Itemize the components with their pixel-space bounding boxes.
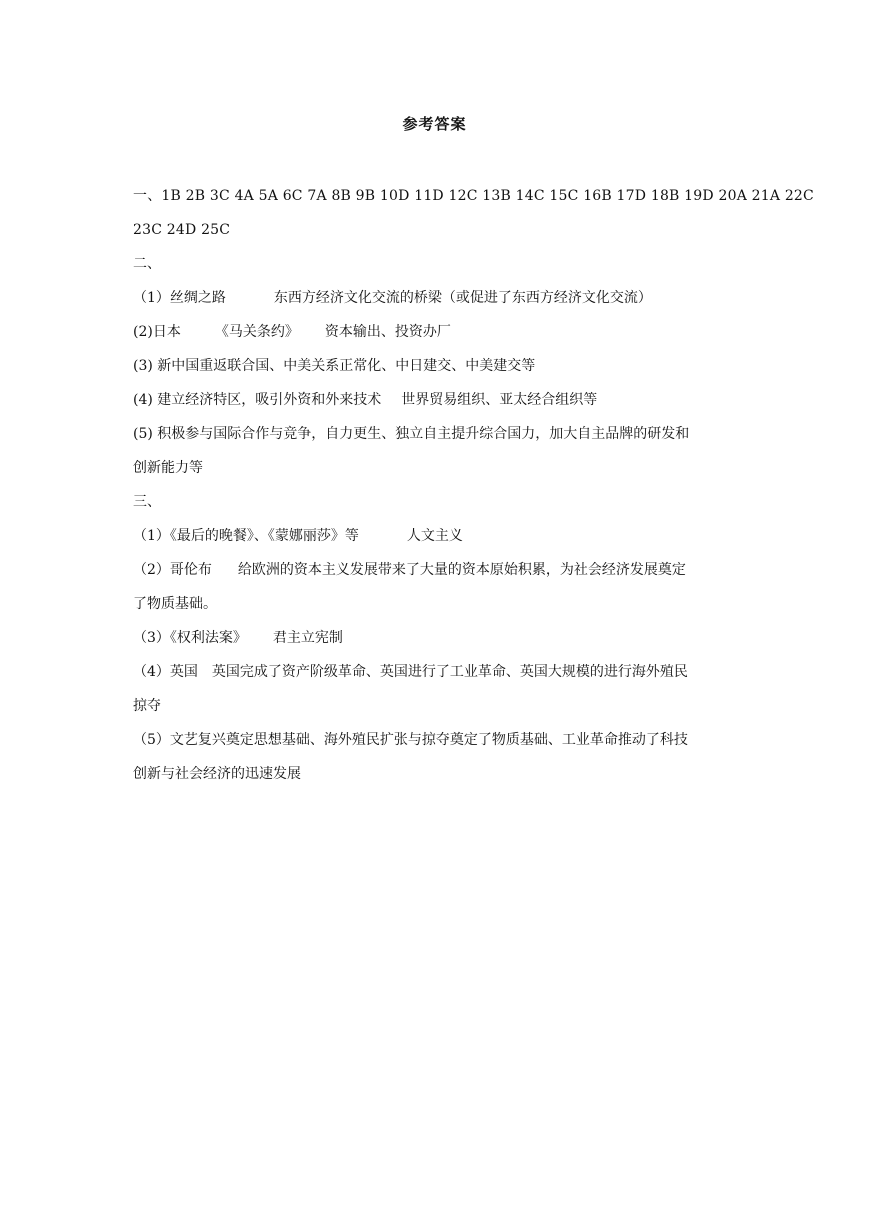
section2-q4	[133, 383, 739, 417]
section2-q2	[133, 315, 739, 349]
section3-q2-line1	[133, 553, 739, 587]
section2-q4-answer-b: 世界贸易组织、亚太经合组织等	[401, 392, 598, 408]
page-title: 参考答案	[402, 115, 467, 133]
section3-q4-answer-b: 英国完成了资产阶级革命、英国进行了工业革命、英国大规模的进行海外殖民	[211, 664, 688, 680]
section3-q2-line2: 了物质基础。	[133, 596, 217, 612]
section3-q4-line2: 掠夺	[133, 698, 161, 714]
section2-q2-answer-c: 资本输出、投资办厂	[324, 324, 451, 340]
section1-answers-line2: 23C 24D 25C	[133, 222, 231, 238]
section1-answers-line1	[133, 179, 814, 213]
section2-q5-line2: 创新能力等	[133, 460, 203, 476]
answer-content	[133, 179, 814, 791]
section3-label: 三、	[133, 494, 161, 510]
section2-q1	[133, 281, 739, 315]
section2-q1-answer-a: （1）丝绸之路	[133, 290, 226, 306]
section3-q1	[133, 519, 739, 553]
section3-q3-answer-b: 君主立宪制	[272, 630, 343, 646]
section3-q2-answer-a: （2）哥伦布	[133, 562, 212, 578]
section2-q3: (3) 新中国重返联合国、中美关系正常化、中日建交、中美建交等	[133, 358, 536, 374]
section1-label: 一、	[133, 188, 162, 204]
section3-q5-line1: （5）文艺复兴奠定思想基础、海外殖民扩张与掠夺奠定了物质基础、工业革命推动了科技	[133, 732, 688, 748]
section2-q1-answer-b: 东西方经济文化交流的桥梁（或促进了东西方经济文化交流）	[273, 290, 652, 306]
section2-q5-line1: (5) 积极参与国际合作与竞争，自力更生、独立自主提升综合国力，加大自主品牌的研发和	[133, 426, 690, 442]
section2-q2-answer-b: 《马关条约》	[214, 324, 299, 340]
section3-q5-line2: 创新与社会经济的迅速发展	[133, 766, 301, 782]
section2-q2-answer-a: (2)日本	[133, 324, 181, 340]
section1-answers-1: 1B 2B 3C 4A 5A 6C 7A 8B 9B 10D 11D 12C 13B 14C 15C 16B 17D 18B 19D 20A 21A 22C	[161, 188, 814, 204]
section3-q4-line1	[133, 655, 739, 689]
section3-q3	[133, 621, 739, 655]
section3-q1-answer-b: 人文主义	[406, 528, 463, 544]
section2-label: 二、	[133, 256, 161, 272]
section3-q4-answer-a: （4）英国	[133, 664, 198, 680]
section3-q3-answer-a: （3）《权利法案》	[133, 630, 247, 646]
section3-q1-answer-a: （1）《最后的晚餐》、《蒙娜丽莎》等	[133, 528, 359, 544]
section2-q4-answer-a: (4) 建立经济特区，吸引外资和外来技术	[133, 392, 382, 408]
section3-q2-answer-b: 给欧洲的资本主义发展带来了大量的资本原始积累，为社会经济发展奠定	[237, 562, 686, 578]
